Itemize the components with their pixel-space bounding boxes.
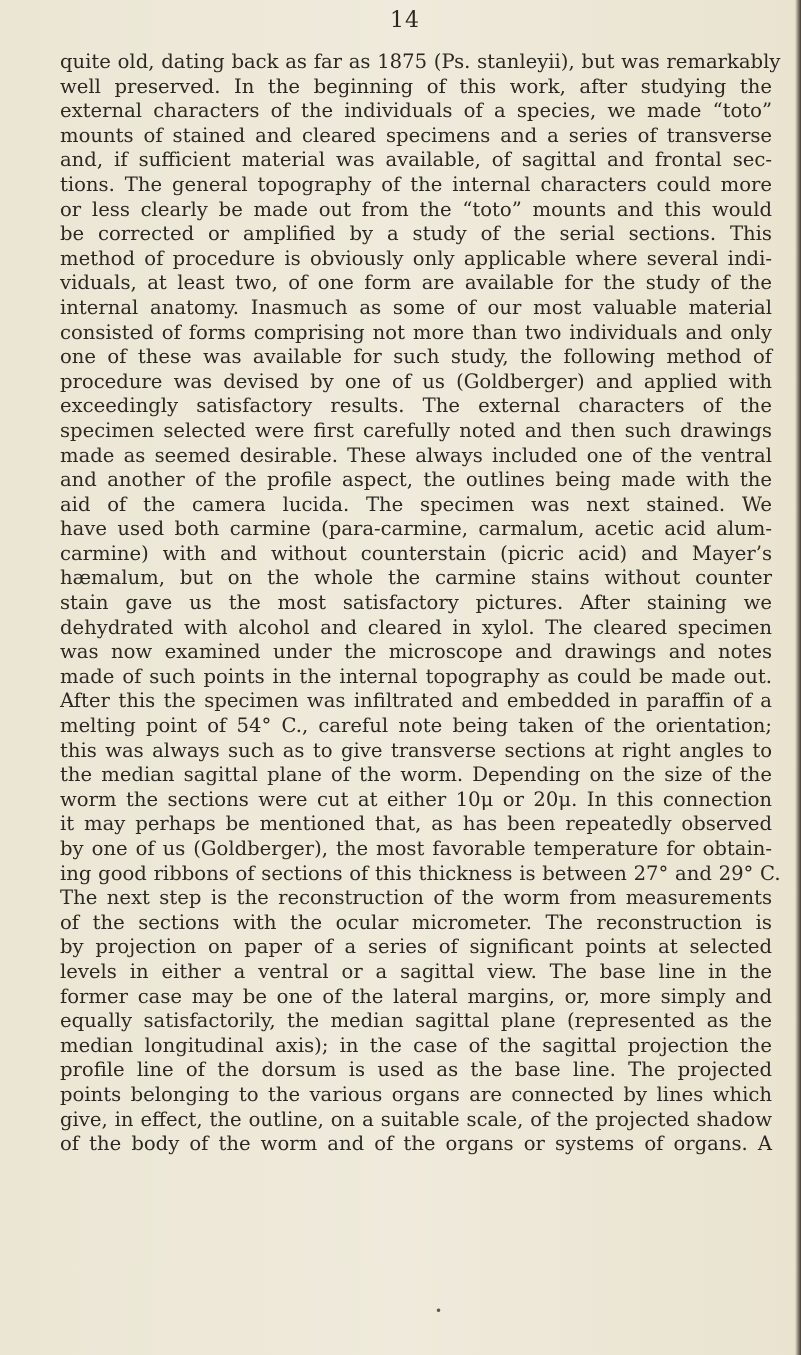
text-line: be corrected or amplified by a study of the serial sections. This bbox=[60, 222, 772, 246]
text-line: made of such points in the internal topography as could be made out. bbox=[60, 664, 772, 688]
text-line: The next step is the reconstruction of the worm from measurements bbox=[60, 886, 772, 910]
text-line: by projection on paper of a series of significant points at selected bbox=[60, 935, 772, 959]
text-line: former case may be one of the lateral margins, or, more simply and bbox=[60, 984, 772, 1008]
text-line: and another of the profile aspect, the outlines being made with the bbox=[60, 468, 772, 492]
text-line: ing good ribbons of sections of this thickness is between 27° and 29° C. bbox=[60, 861, 781, 885]
text-line: by one of us (Goldberger), the most favorable temperature for obtain- bbox=[60, 837, 772, 860]
page-edge-shadow bbox=[795, 0, 801, 1355]
text-line: it may perhaps be mentioned that, as has been repeatedly observed bbox=[60, 812, 772, 836]
text-line: tions. The general topography of the internal characters could more bbox=[60, 172, 772, 196]
text-line: points belonging to the various organs are connected by lines which bbox=[60, 1082, 772, 1106]
text-line: made as seemed desirable. These always included one of the ventral bbox=[60, 443, 772, 467]
text-line: consisted of forms comprising not more than two individuals and only bbox=[60, 320, 772, 344]
text-line: give, in effect, the outline, on a suitable scale, of the projected shadow bbox=[60, 1107, 772, 1131]
text-line: levels in either a ventral or a sagittal view. The base line in the bbox=[60, 959, 772, 983]
text-line: mounts of stained and cleared specimens and a series of transverse bbox=[60, 123, 772, 147]
text-line: internal anatomy. Inasmuch as some of our most valuable material bbox=[60, 295, 772, 319]
text-line: procedure was devised by one of us (Goldberger) and applied with bbox=[60, 369, 772, 393]
text-line: After this the specimen was infiltrated and embedded in paraffin of a bbox=[60, 689, 772, 713]
text-line: carmine) with and without counterstain (picric acid) and Mayer’s bbox=[60, 541, 772, 565]
text-line: and, if sufficient material was available, of sagittal and frontal sec- bbox=[60, 148, 772, 172]
text-line: external characters of the individuals of a species, we made “toto” bbox=[60, 99, 772, 123]
text-line: quite old, dating back as far as 1875 (Ps. stanleyii), but was remarkably bbox=[60, 50, 781, 73]
text-line: method of procedure is obviously only applicable where several indi- bbox=[60, 246, 772, 270]
text-line: melting point of 54° C., careful note being taken of the orientation; bbox=[60, 714, 772, 738]
text-line: equally satisfactorily, the median sagittal plane (represented as the bbox=[60, 1009, 772, 1033]
text-line: have used both carmine (para-carmine, carmalum, acetic acid alum- bbox=[60, 517, 772, 541]
text-line: profile line of the dorsum is used as the base line. The projected bbox=[60, 1058, 772, 1082]
text-line: was now examined under the microscope and drawings and notes bbox=[60, 640, 772, 664]
text-line: one of these was available for such study, the following method of bbox=[60, 345, 772, 369]
text-line: of the sections with the ocular micrometer. The reconstruction is bbox=[60, 910, 772, 934]
text-line: this was always such as to give transverse sections at right angles to bbox=[60, 738, 772, 762]
stray-ink-mark: • bbox=[435, 1304, 443, 1318]
text-line: dehydrated with alcohol and cleared in xylol. The cleared specimen bbox=[60, 615, 772, 639]
page-number: 14 bbox=[390, 8, 420, 33]
text-line: the median sagittal plane of the worm. Depending on the size of the bbox=[60, 763, 772, 787]
text-line: viduals, at least two, of one form are available for the study of the bbox=[60, 271, 772, 295]
text-line: exceedingly satisfactory results. The external characters of the bbox=[60, 394, 772, 418]
body-text bbox=[60, 50, 781, 1157]
text-line: or less clearly be made out from the “toto” mounts and this would bbox=[60, 197, 772, 221]
text-line: hæmalum, but on the whole the carmine stains without counter bbox=[60, 566, 772, 590]
text-line: aid of the camera lucida. The specimen was next stained. We bbox=[60, 492, 772, 516]
text-line: well preserved. In the beginning of this work, after studying the bbox=[60, 74, 772, 98]
text-line: median longitudinal axis); in the case of the sagittal projection the bbox=[60, 1033, 772, 1057]
text-line: worm the sections were cut at either 10μ or 20μ. In this connection bbox=[60, 787, 772, 811]
text-line: stain gave us the most satisfactory pictures. After staining we bbox=[60, 591, 772, 615]
text-line: specimen selected were first carefully noted and then such drawings bbox=[60, 418, 772, 442]
text-line: of the body of the worm and of the organs or systems of organs. A bbox=[60, 1132, 772, 1156]
